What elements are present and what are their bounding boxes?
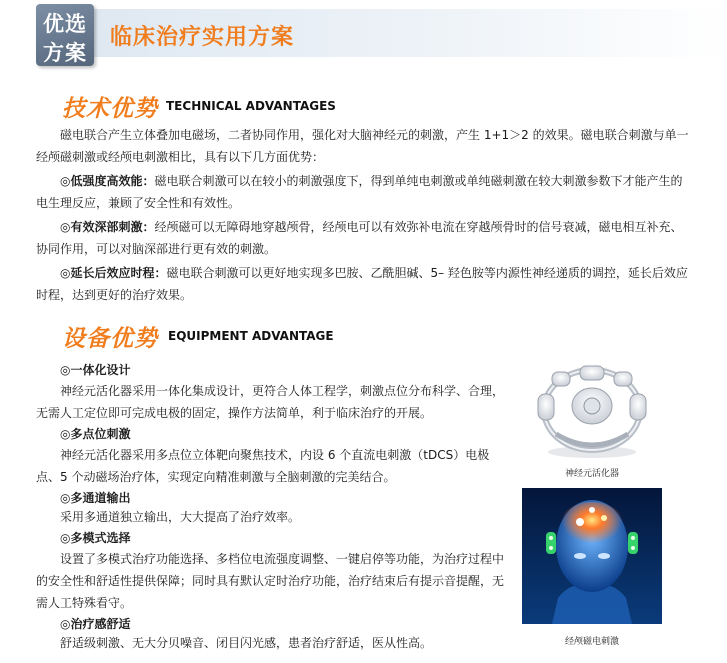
equipment-item-2-text: 神经元活化器采用多点位立体靶向聚焦技术，内设 6 个直流电刺激（tDCS）电极点、5 个动磁场治疗体，实现定向精准刺激与全脑刺激的完美结合。 [36,448,490,484]
badge-line-2: 方案 [43,41,87,65]
technical-title-en: TECHNICAL ADVANTAGES [166,99,336,113]
technical-item-1-lead: ◎低强度高效能： [60,174,155,188]
equipment-title-en: EQUIPMENT ADVANTAGE [168,329,334,343]
technical-item-2 [36,216,692,260]
page-header [0,0,727,72]
equipment-item-1-heading: ◎一体化设计 [60,363,131,377]
technical-item-1-text: 磁电联合刺激可以在较小的刺激强度下，得到单纯电刺激或单纯磁刺激在较大刺激参数下才能产生的电生理反应，兼顾了安全性和有效性。 [36,174,683,210]
neuron-activator-image [526,360,658,460]
equipment-item-5-heading: ◎治疗感舒适 [60,617,131,631]
technical-item-2-lead: ◎有效深部刺激： [60,220,155,234]
technical-item-2-text: 经颅磁可以无障碍地穿越颅骨，经颅电可以有效弥补电流在穿越颅骨时的信号衰减，磁电相互补充、协同作用，可以对脑深部进行更有效的刺激。 [36,220,683,256]
technical-item-3-lead: ◎延长后效应时程： [60,266,167,280]
transcranial-stimulation-caption: 经颅磁电刺激 [564,637,619,647]
technical-intro: 磁电联合产生立体叠加电磁场，二者协同作用，强化对大脑神经元的刺激，产生 1+1＞2 的效果。磁电联合刺激与单一经颅磁刺激或经颅电刺激相比，具有以下几方面优势： [36,128,689,164]
technical-item-3-text: 磁电联合刺激可以更好地实现多巴胺、乙酰胆碱、5– 羟色胺等内源性神经递质的调控，延长后效应时程，达到更好的治疗效果。 [36,266,688,302]
neuron-activator-illustration [526,360,658,460]
equipment-item-2-heading: ◎多点位刺激 [60,427,131,441]
equipment-item-3-heading: ◎多通道输出 [60,491,131,505]
header-badge [36,4,94,66]
equipment-title-zh: 设备优势 [62,326,158,352]
technical-title-zh: 技术优势 [62,96,158,122]
technical-item-1 [36,170,692,214]
glowing-head-illustration [522,488,662,624]
equipment-item-5-text: 舒适级刺激、无大分贝噪音、闭目闪光感，患者治疗舒适，医从性高。 [60,636,433,650]
neuron-activator-caption: 神经元活化器 [564,469,619,479]
technical-item-3 [36,262,692,306]
equipment-item-1-text: 神经元活化器采用一体化集成设计，更符合人体工程学，刺激点位分布科学、合理，无需人工定位即可完成电极的固定，操作方法简单，利于临床治疗的开展。 [36,384,505,420]
badge-line-1: 优选 [43,12,87,36]
page-title: 临床治疗实用方案 [110,25,295,50]
equipment-item-3-text: 采用多通道独立输出，大大提高了治疗效率。 [60,510,301,524]
transcranial-stimulation-image [522,488,662,624]
equipment-item-4-text: 设置了多模式治疗功能选择、多档位电流强度调整、一键启停等功能，为治疗过程中的安全性和舒适性提供保障；同时具有默认定时治疗功能，治疗结束后有提示音提醒，无需人工特殊看守。 [36,552,505,610]
equipment-item-4-heading: ◎多模式选择 [60,531,131,545]
